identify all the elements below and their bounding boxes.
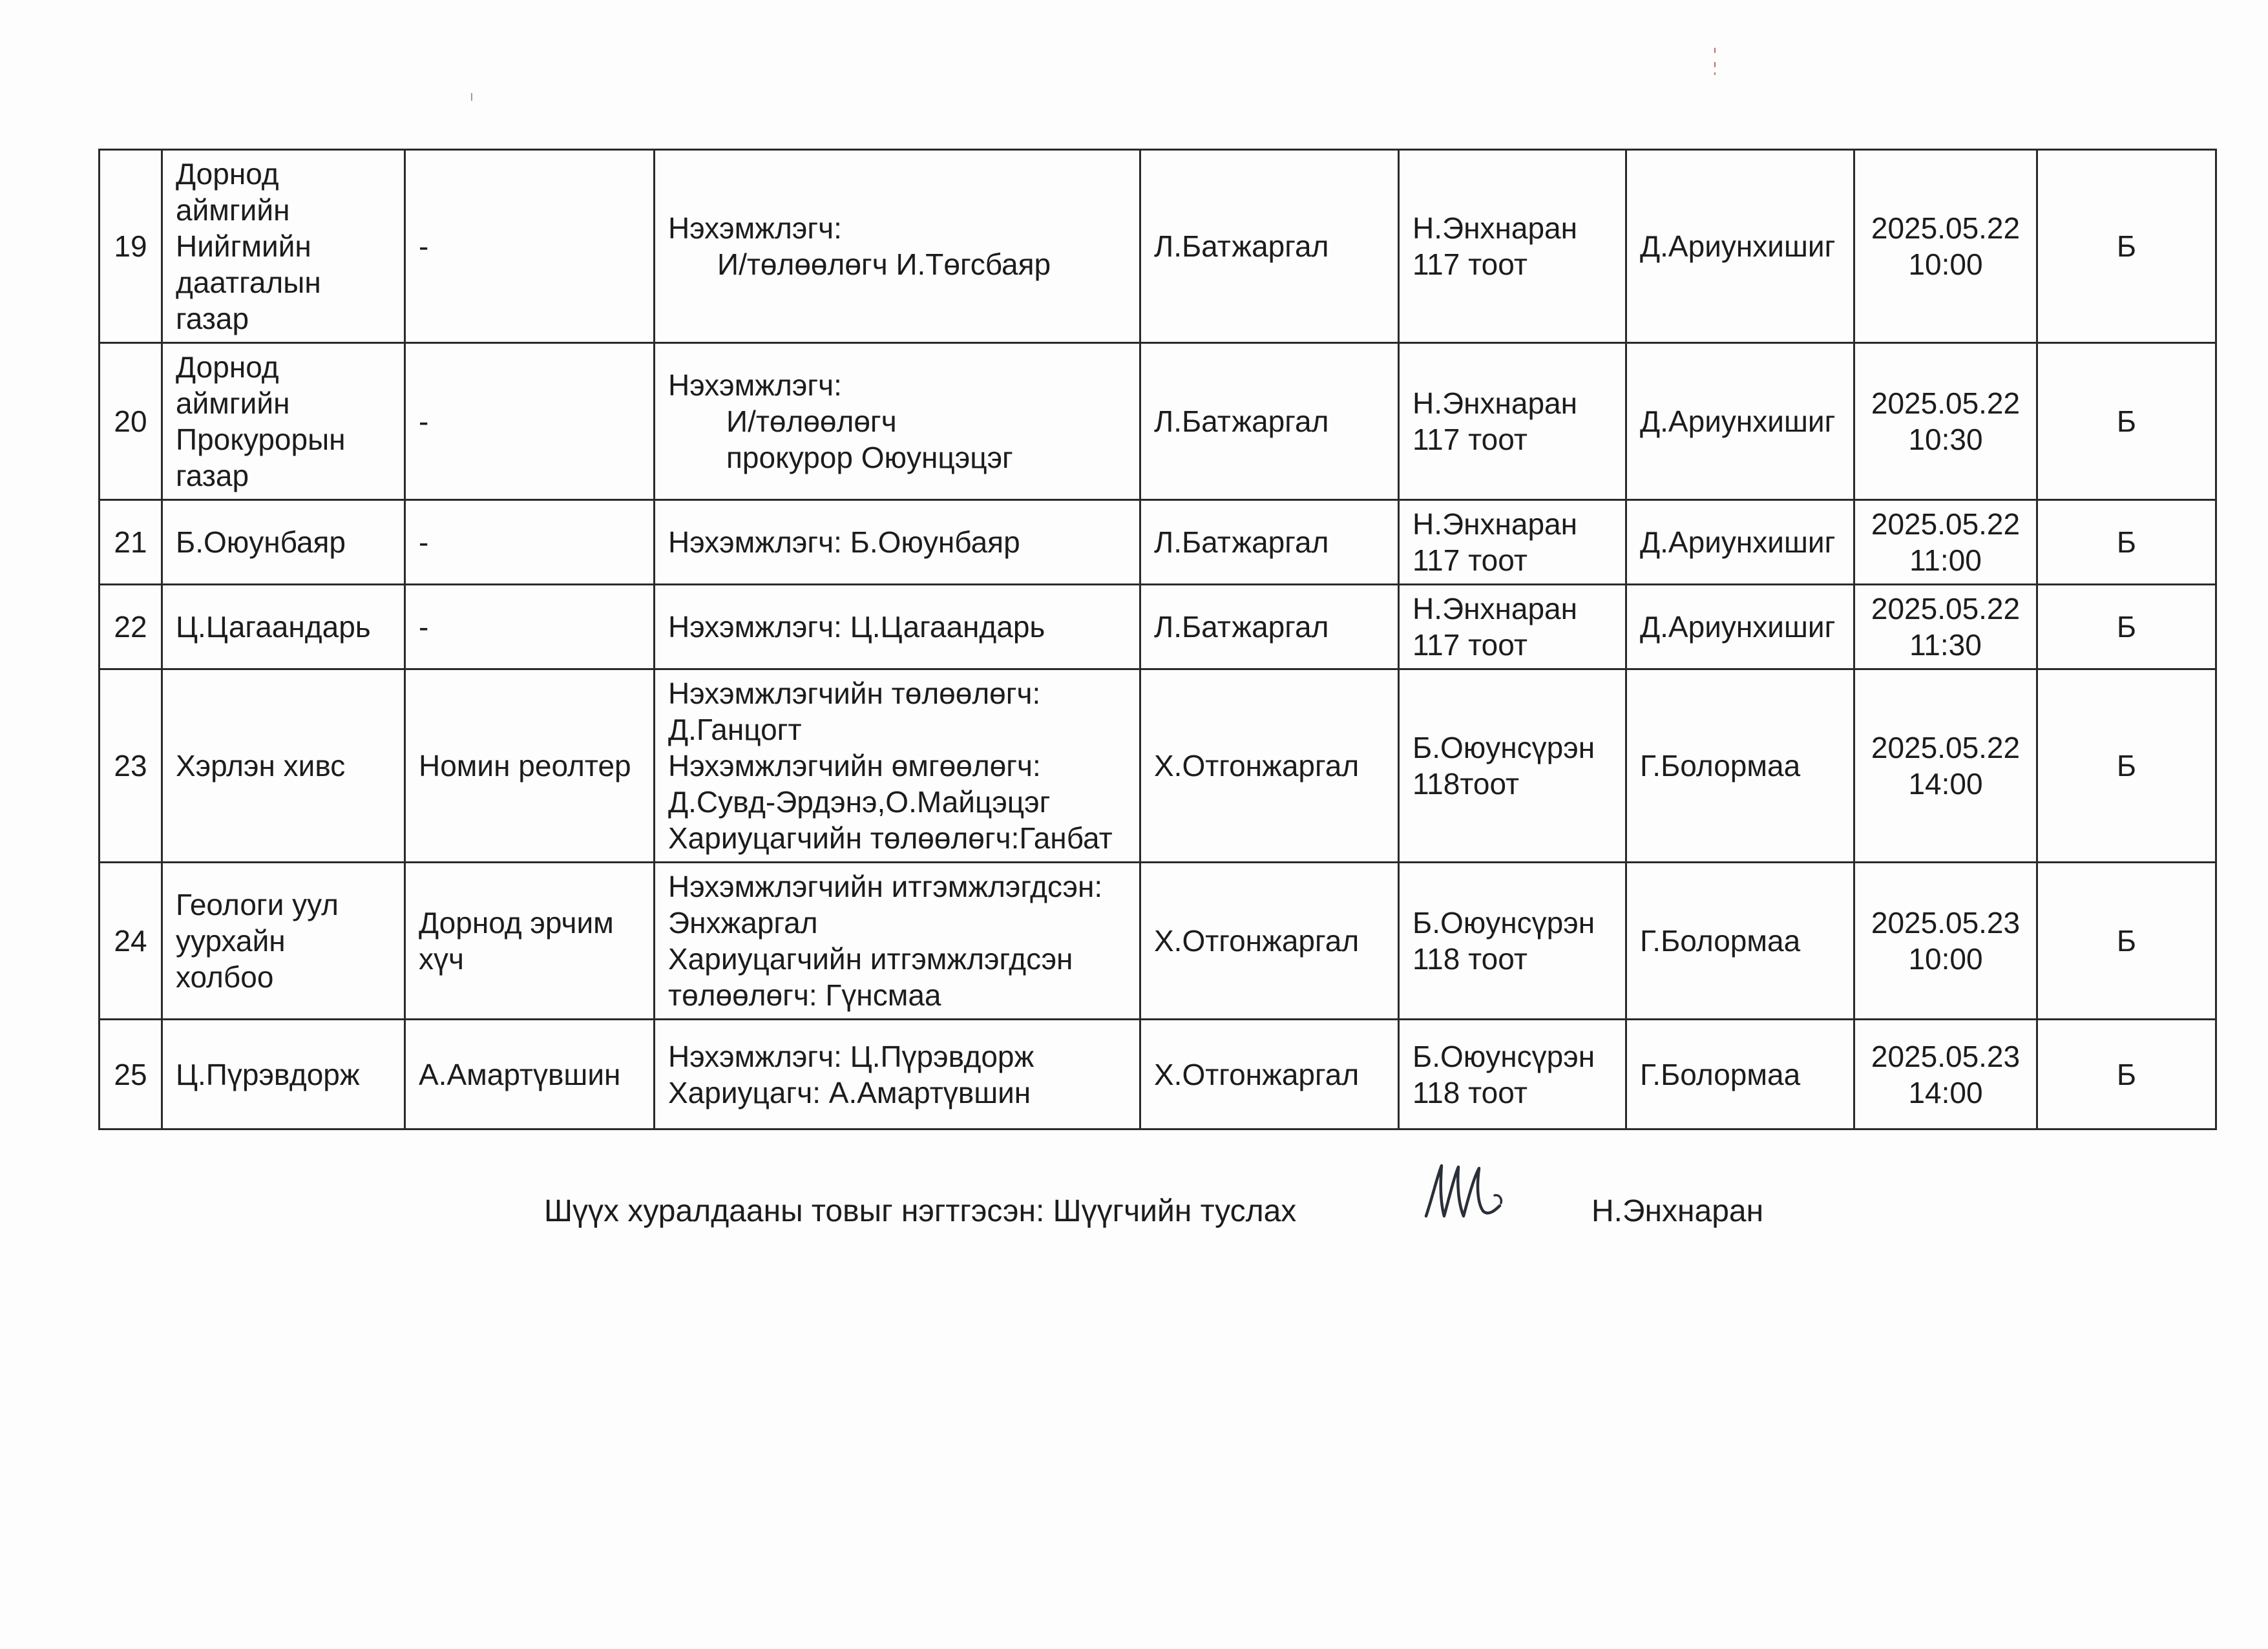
type-cell: Б [2037,343,2216,500]
datetime-cell: 2025.05.22 10:30 [1854,343,2037,500]
defendant-cell: Номин реолтер [405,669,655,863]
type-cell: Б [2037,1020,2216,1129]
row-number: 23 [100,669,162,863]
hearing-schedule-table [98,149,2217,1130]
participants-indented: И/төлөөлөгч И.Төгсбаяр [717,247,1051,281]
participants-cell: Нэхэмжлэгч: Б.Оюунбаяр [655,500,1140,585]
datetime-cell: 2025.05.22 11:00 [1854,500,2037,585]
plaintiff-cell: Б.Оюунбаяр [162,500,405,585]
room-cell: Н.Энхнаран 117 тоот [1399,150,1626,343]
secretary-cell: Д.Ариунхишиг [1626,343,1854,500]
judge-cell: Л.Батжаргал [1140,585,1399,669]
defendant-cell: А.Амартүвшин [405,1020,655,1129]
defendant-cell: - [405,343,655,500]
row-number: 24 [100,863,162,1020]
row-number: 25 [100,1020,162,1129]
plaintiff-cell: Дорнод аймгийн Нийгмийн даатгалын газар [162,150,405,343]
datetime-cell: 2025.05.23 10:00 [1854,863,2037,1020]
footer [0,1192,2268,1244]
secretary-cell: Д.Ариунхишиг [1626,150,1854,343]
datetime-cell: 2025.05.22 14:00 [1854,669,2037,863]
defendant-cell: Дорнод эрчим хүч [405,863,655,1020]
row-number: 19 [100,150,162,343]
table-row [100,863,2216,1020]
type-cell: Б [2037,669,2216,863]
plaintiff-cell: Дорнод аймгийн Прокурорын газар [162,343,405,500]
table-row [100,343,2216,500]
table-row [100,585,2216,669]
table-row [100,1020,2216,1129]
secretary-cell: Г.Болормаа [1626,669,1854,863]
scan-artifact [1711,45,1719,78]
participants-cell [655,150,1140,343]
room-cell: Н.Энхнаран 117 тоот [1399,585,1626,669]
plaintiff-cell: Хэрлэн хивс [162,669,405,863]
type-cell: Б [2037,150,2216,343]
secretary-cell: Д.Ариунхишиг [1626,500,1854,585]
datetime-cell: 2025.05.22 10:00 [1854,150,2037,343]
judge-cell: Х.Отгонжаргал [1140,669,1399,863]
judge-cell: Л.Батжаргал [1140,500,1399,585]
defendant-cell: - [405,150,655,343]
room-cell: Н.Энхнаран 117 тоот [1399,500,1626,585]
judge-cell: Л.Батжаргал [1140,150,1399,343]
participants-head: Нэхэмжлэгч: [668,368,842,402]
plaintiff-cell: Геологи уул уурхайн холбоо [162,863,405,1020]
participants-cell: Нэхэмжлэгчийн итгэмжлэгдсэн: Энхжаргал Хариуцагчийн итгэмжлэгдсэн төлөөлөгч: Гүнсмаа [655,863,1140,1020]
table-row [100,669,2216,863]
datetime-cell: 2025.05.23 14:00 [1854,1020,2037,1129]
participants-indented: И/төлөөлөгч прокурор Оюунцэцэг [726,404,1013,474]
participants-head: Нэхэмжлэгч: [668,211,842,245]
type-cell: Б [2037,585,2216,669]
plaintiff-cell: Ц.Цагаандарь [162,585,405,669]
participants-cell: Нэхэмжлэгч: Ц.Цагаандарь [655,585,1140,669]
row-number: 21 [100,500,162,585]
participants-cell: Нэхэмжлэгчийн төлөөлөгч: Д.Ганцогт Нэхэмжлэгчийн өмгөөлөгч: Д.Сувд-Эрдэнэ,О.Майцэцэг Хариуцагчийн төлөөлөгч:Ганбат [655,669,1140,863]
row-number: 20 [100,343,162,500]
participants-cell [655,343,1140,500]
footer-signatory-name: Н.Энхнаран [1591,1194,1764,1228]
table-row [100,500,2216,585]
type-cell: Б [2037,863,2216,1020]
type-cell: Б [2037,500,2216,585]
judge-cell: Л.Батжаргал [1140,343,1399,500]
defendant-cell: - [405,500,655,585]
room-cell: Н.Энхнаран 117 тоот [1399,343,1626,500]
room-cell: Б.Оюунсүрэн 118тоот [1399,669,1626,863]
scan-artifact [469,92,474,103]
datetime-cell: 2025.05.22 11:30 [1854,585,2037,669]
room-cell: Б.Оюунсүрэн 118 тоот [1399,863,1626,1020]
judge-cell: Х.Отгонжаргал [1140,1020,1399,1129]
secretary-cell: Г.Болормаа [1626,863,1854,1020]
signature-mark [1418,1157,1509,1228]
defendant-cell: - [405,585,655,669]
room-cell: Б.Оюунсүрэн 118 тоот [1399,1020,1626,1129]
footer-label: Шүүх хуралдааны товыг нэгтгэсэн: Шүүгчийн туслах [544,1194,1297,1228]
secretary-cell: Г.Болормаа [1626,1020,1854,1129]
table-row [100,150,2216,343]
secretary-cell: Д.Ариунхишиг [1626,585,1854,669]
participants-cell: Нэхэмжлэгч: Ц.Пүрэвдорж Хариуцагч: А.Амартүвшин [655,1020,1140,1129]
plaintiff-cell: Ц.Пүрэвдорж [162,1020,405,1129]
judge-cell: Х.Отгонжаргал [1140,863,1399,1020]
row-number: 22 [100,585,162,669]
